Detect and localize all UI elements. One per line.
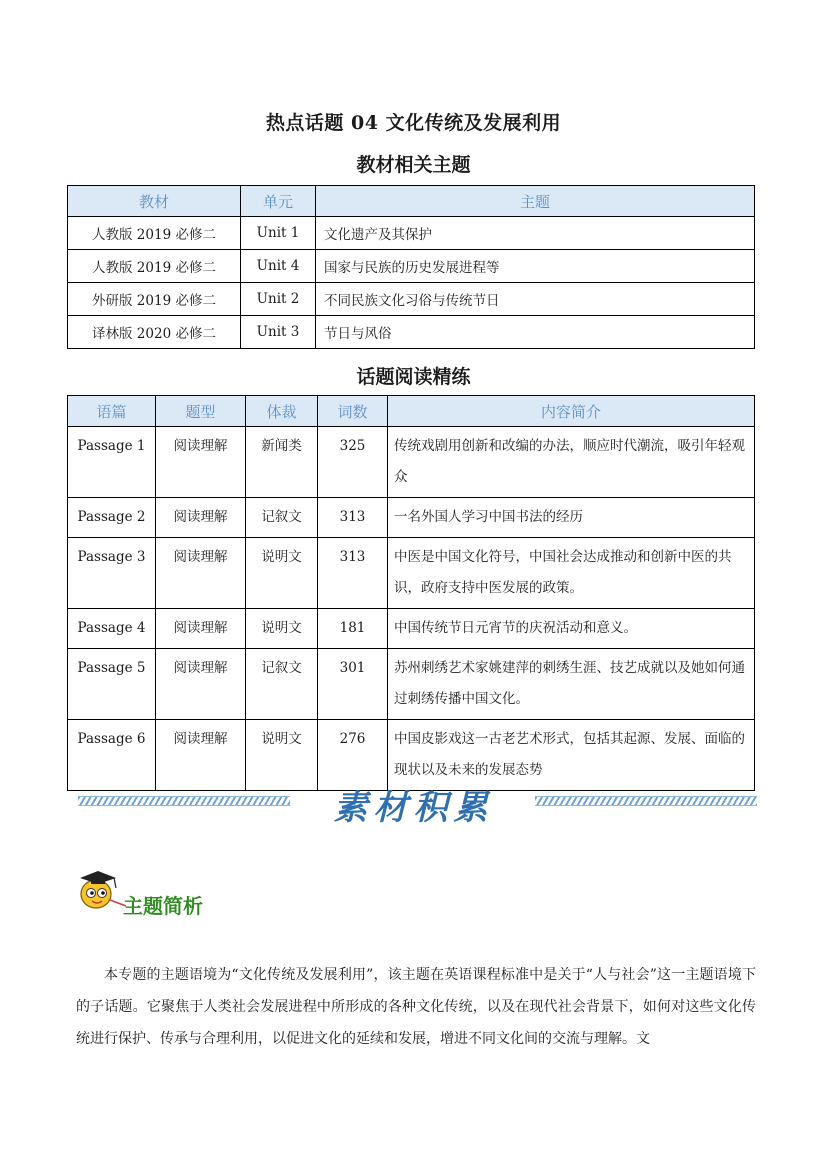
cell-summary: 传统戏剧用创新和改编的办法，顺应时代潮流，吸引年轻观众	[388, 427, 755, 498]
cell-unit: Unit 4	[241, 250, 316, 283]
cell-passage: Passage 2	[68, 498, 156, 538]
cell-passage: Passage 4	[68, 609, 156, 649]
cell-unit: Unit 3	[241, 316, 316, 349]
cell-genre: 说明文	[246, 609, 318, 649]
header-genre: 体裁	[246, 396, 318, 427]
reading-table	[67, 395, 755, 791]
cell-type: 阅读理解	[156, 427, 246, 498]
cell-unit: Unit 2	[241, 283, 316, 316]
cell-unit: Unit 1	[241, 217, 316, 250]
cell-type: 阅读理解	[156, 649, 246, 720]
cell-book: 外研版 2019 必修二	[68, 283, 241, 316]
section-title-reading: 话题阅读精练	[356, 366, 471, 388]
cell-passage: Passage 5	[68, 649, 156, 720]
cell-words: 325	[318, 427, 388, 498]
table-row	[68, 217, 755, 250]
table-row	[68, 609, 755, 649]
cell-topic: 不同民族文化习俗与传统节日	[316, 283, 755, 316]
cell-words: 313	[318, 498, 388, 538]
table-row	[68, 649, 755, 720]
cell-passage: Passage 1	[68, 427, 156, 498]
cell-type: 阅读理解	[156, 538, 246, 609]
banner-title: 素材积累	[333, 788, 494, 828]
cell-type: 阅读理解	[156, 720, 246, 791]
cell-genre: 新闻类	[246, 427, 318, 498]
header-book: 教材	[68, 186, 241, 217]
cell-genre: 说明文	[246, 720, 318, 791]
table-row	[68, 250, 755, 283]
table-row	[68, 316, 755, 349]
table-header-row	[68, 396, 755, 427]
header-passage: 语篇	[68, 396, 156, 427]
cell-words: 301	[318, 649, 388, 720]
theme-heading: 主题简析	[123, 894, 203, 918]
header-words: 词数	[318, 396, 388, 427]
cell-passage: Passage 3	[68, 538, 156, 609]
textbook-table	[67, 185, 755, 349]
cell-summary: 中国传统节日元宵节的庆祝活动和意义。	[388, 609, 755, 649]
cell-summary: 中医是中国文化符号，中国社会达成推动和创新中医的共识，政府支持中医发展的政策。	[388, 538, 755, 609]
graduate-mascot-icon	[74, 866, 126, 914]
cell-passage: Passage 6	[68, 720, 156, 791]
table-row	[68, 498, 755, 538]
cell-book: 人教版 2019 必修二	[68, 250, 241, 283]
cell-type: 阅读理解	[156, 609, 246, 649]
table-row	[68, 538, 755, 609]
cell-words: 276	[318, 720, 388, 791]
cell-genre: 说明文	[246, 538, 318, 609]
document-title: 热点话题 04 文化传统及发展利用	[265, 112, 562, 134]
banner-stripe-left	[78, 796, 290, 806]
table-row	[68, 427, 755, 498]
cell-summary: 中国皮影戏这一古老艺术形式，包括其起源、发展、面临的现状以及未来的发展态势	[388, 720, 755, 791]
theme-paragraph: 本专题的主题语境为“文化传统及发展利用”，该主题在英语课程标准中是关于“人与社会”这一主题语境下的子话题。它聚焦于人类社会发展进程中所形成的各种文化传统，以及在现代社会背景下，如何对这些文化传统进行保护、传承与合理利用，以促进文化的延续和发展，增进不同文化间的交流与理解。文	[76, 967, 756, 1047]
header-type: 题型	[156, 396, 246, 427]
cell-genre: 记叙文	[246, 649, 318, 720]
cell-topic: 文化遗产及其保护	[316, 217, 755, 250]
cell-book: 人教版 2019 必修二	[68, 217, 241, 250]
banner-stripe-right	[535, 796, 757, 806]
cell-summary: 苏州刺绣艺术家姚建萍的刺绣生涯、技艺成就以及她如何通过刺绣传播中国文化。	[388, 649, 755, 720]
header-unit: 单元	[241, 186, 316, 217]
cell-words: 181	[318, 609, 388, 649]
table-row	[68, 283, 755, 316]
cell-topic: 节日与风俗	[316, 316, 755, 349]
header-summary: 内容简介	[388, 396, 755, 427]
table-header-row	[68, 186, 755, 217]
cell-book: 译林版 2020 必修二	[68, 316, 241, 349]
header-topic: 主题	[316, 186, 755, 217]
cell-summary: 一名外国人学习中国书法的经历	[388, 498, 755, 538]
section-title-textbook: 教材相关主题	[356, 154, 471, 176]
cell-genre: 记叙文	[246, 498, 318, 538]
cell-words: 313	[318, 538, 388, 609]
cell-topic: 国家与民族的历史发展进程等	[316, 250, 755, 283]
cell-type: 阅读理解	[156, 498, 246, 538]
